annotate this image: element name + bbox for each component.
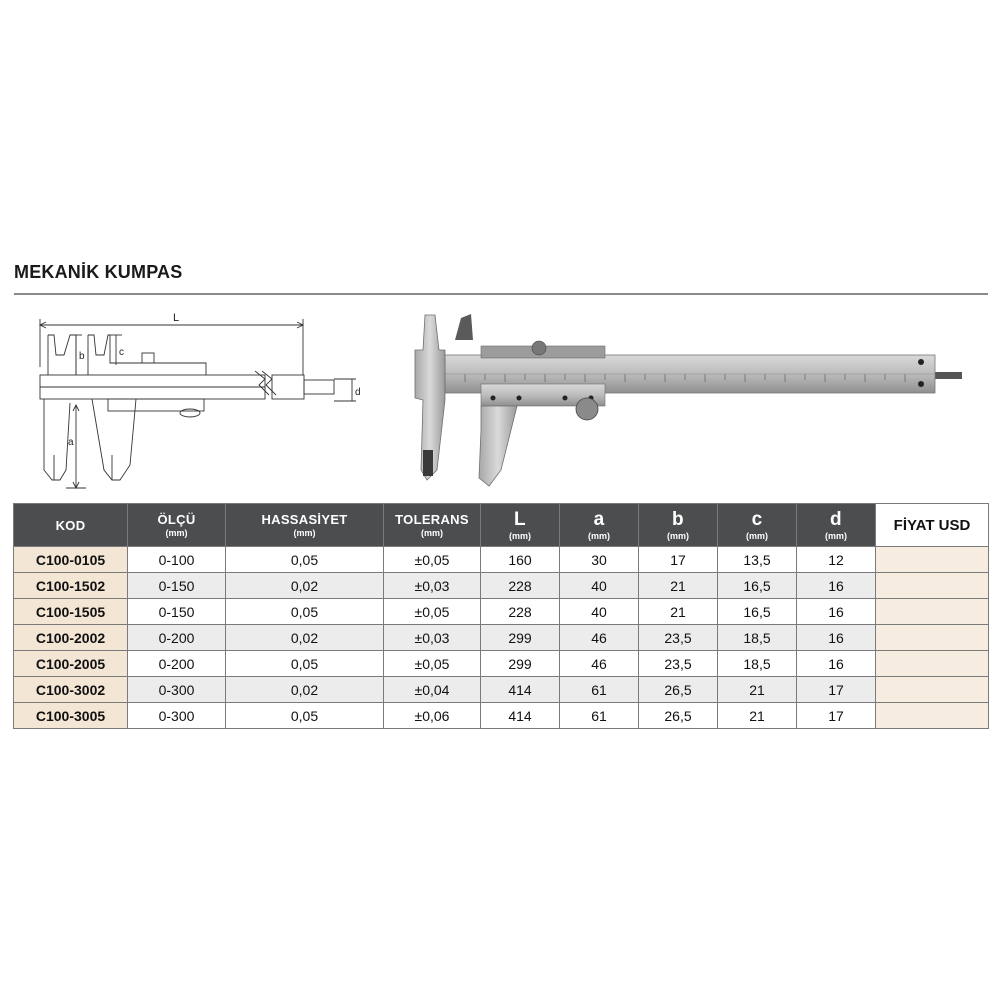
cell-fiyat-usd: [876, 677, 989, 703]
cell-fiyat-usd: [876, 547, 989, 573]
cell-hassasiyet: 0,05: [226, 703, 384, 729]
cell-L: 299: [481, 625, 560, 651]
cell-d: 17: [797, 703, 876, 729]
cell-fiyat-usd: [876, 573, 989, 599]
column-header-L: L (mm): [481, 504, 560, 547]
title-divider: [14, 293, 988, 295]
dimension-label-L: L: [173, 312, 180, 324]
cell-fiyat-usd: [876, 703, 989, 729]
cell-c: 18,5: [718, 651, 797, 677]
cell-fiyat-usd: [876, 599, 989, 625]
table-row: [14, 599, 989, 625]
cell-d: 16: [797, 651, 876, 677]
cell-b: 21: [639, 599, 718, 625]
cell-L: 228: [481, 599, 560, 625]
caliper-product-image: [405, 310, 965, 490]
column-header-tolerans: TOLERANS (mm): [384, 504, 481, 547]
cell-olcu: 0-300: [128, 677, 226, 703]
caliper-dimension-diagram: [30, 305, 365, 495]
column-header-kod: KOD: [14, 504, 128, 547]
cell-hassasiyet: 0,02: [226, 677, 384, 703]
column-header-d: d (mm): [797, 504, 876, 547]
table-row: [14, 677, 989, 703]
cell-fiyat-usd: [876, 625, 989, 651]
column-header-b: b (mm): [639, 504, 718, 547]
cell-a: 40: [560, 573, 639, 599]
cell-hassasiyet: 0,02: [226, 573, 384, 599]
column-header-c: c (mm): [718, 504, 797, 547]
cell-c: 13,5: [718, 547, 797, 573]
cell-a: 61: [560, 677, 639, 703]
cell-olcu: 0-200: [128, 651, 226, 677]
dimension-label-b: b: [79, 351, 85, 362]
cell-tolerans: ±0,03: [384, 573, 481, 599]
cell-kod: C100-3002: [14, 677, 128, 703]
cell-tolerans: ±0,05: [384, 651, 481, 677]
dimension-label-a: a: [68, 437, 74, 448]
cell-b: 21: [639, 573, 718, 599]
cell-hassasiyet: 0,05: [226, 547, 384, 573]
cell-kod: C100-3005: [14, 703, 128, 729]
cell-a: 40: [560, 599, 639, 625]
specifications-table: [13, 503, 989, 729]
cell-L: 414: [481, 677, 560, 703]
dimension-label-d: d: [355, 387, 361, 398]
table-row: [14, 651, 989, 677]
cell-L: 228: [481, 573, 560, 599]
cell-c: 18,5: [718, 625, 797, 651]
cell-hassasiyet: 0,02: [226, 625, 384, 651]
cell-tolerans: ±0,05: [384, 547, 481, 573]
cell-d: 16: [797, 599, 876, 625]
cell-kod: C100-2002: [14, 625, 128, 651]
cell-olcu: 0-150: [128, 573, 226, 599]
cell-kod: C100-1505: [14, 599, 128, 625]
cell-c: 16,5: [718, 599, 797, 625]
column-header-olcu: ÖLÇÜ (mm): [128, 504, 226, 547]
cell-b: 26,5: [639, 703, 718, 729]
column-header-fiyat-usd: FİYAT USD: [876, 504, 989, 547]
page-title: MEKANİK KUMPAS: [14, 262, 183, 282]
cell-tolerans: ±0,03: [384, 625, 481, 651]
cell-c: 16,5: [718, 573, 797, 599]
cell-hassasiyet: 0,05: [226, 599, 384, 625]
cell-tolerans: ±0,06: [384, 703, 481, 729]
cell-c: 21: [718, 703, 797, 729]
cell-d: 17: [797, 677, 876, 703]
cell-a: 46: [560, 625, 639, 651]
table-header-row: [14, 504, 989, 547]
column-header-a: a (mm): [560, 504, 639, 547]
dimension-label-c: c: [119, 347, 124, 358]
cell-b: 26,5: [639, 677, 718, 703]
table-row: [14, 625, 989, 651]
cell-a: 30: [560, 547, 639, 573]
cell-a: 46: [560, 651, 639, 677]
column-header-hassasiyet: HASSASİYET (mm): [226, 504, 384, 547]
cell-b: 23,5: [639, 625, 718, 651]
cell-kod: C100-1502: [14, 573, 128, 599]
table-row: [14, 703, 989, 729]
cell-c: 21: [718, 677, 797, 703]
cell-olcu: 0-300: [128, 703, 226, 729]
cell-L: 414: [481, 703, 560, 729]
cell-d: 16: [797, 625, 876, 651]
cell-L: 160: [481, 547, 560, 573]
cell-olcu: 0-150: [128, 599, 226, 625]
cell-olcu: 0-100: [128, 547, 226, 573]
cell-hassasiyet: 0,05: [226, 651, 384, 677]
cell-kod: C100-2005: [14, 651, 128, 677]
cell-d: 12: [797, 547, 876, 573]
cell-b: 17: [639, 547, 718, 573]
cell-olcu: 0-200: [128, 625, 226, 651]
cell-L: 299: [481, 651, 560, 677]
table-row: [14, 547, 989, 573]
cell-fiyat-usd: [876, 651, 989, 677]
cell-b: 23,5: [639, 651, 718, 677]
cell-a: 61: [560, 703, 639, 729]
cell-tolerans: ±0,04: [384, 677, 481, 703]
table-row: [14, 573, 989, 599]
cell-d: 16: [797, 573, 876, 599]
cell-kod: C100-0105: [14, 547, 128, 573]
cell-tolerans: ±0,05: [384, 599, 481, 625]
